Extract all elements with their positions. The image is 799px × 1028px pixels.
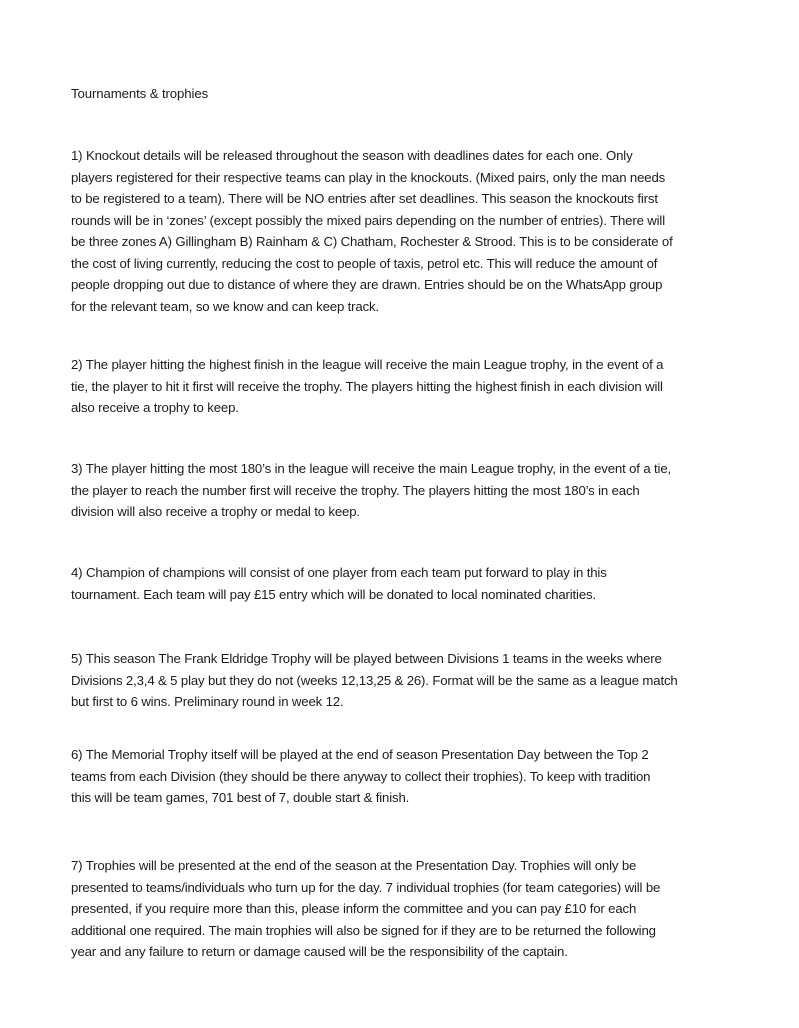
text-line: 2) The player hitting the highest finish in the league will receive the main League trophy, in the event of a	[71, 357, 664, 372]
text-line: tie, the player to hit it first will receive the trophy. The players hitting the highest finish in each division will	[71, 378, 663, 394]
text-line: presented to teams/individuals who turn up for the day. 7 individual trophies (for team categories) will be	[71, 879, 661, 895]
page-title: Tournaments & trophies	[71, 86, 209, 101]
text-line: presented, if you require more than this, please inform the committee and you can pay £10 for each	[71, 901, 637, 916]
text-line: the cost of living currently, reducing the cost to people of taxis, petrol etc. This will reduce the amount of	[71, 255, 658, 271]
text-line: year and any failure to return or damage caused will be the responsibility of the captain.	[71, 944, 568, 959]
text-line: the player to reach the number first will receive the trophy. The players hitting the most 180’s in each	[71, 482, 640, 498]
text-line: 7) Trophies will be presented at the end of the season at the Presentation Day. Trophies will only be	[71, 858, 637, 873]
paragraph-trophy-presentation	[71, 855, 731, 963]
text-line: rounds will be in ‘zones’ (except possibly the mixed pairs depending on the number of entries). There will	[71, 212, 665, 228]
text-line: Divisions 2,3,4 & 5 play but they do not (weeks 12,13,25 & 26). Format will be the same as a league match	[71, 672, 678, 688]
text-line: but first to 6 wins. Preliminary round in week 12.	[71, 694, 344, 709]
paragraph-champion-of-champions	[71, 562, 731, 605]
paragraph-highest-finish	[71, 354, 731, 419]
text-line: people dropping out due to distance of where they are drawn. Entries should be on the WhatsApp group	[71, 277, 663, 292]
text-line: 1) Knockout details will be released throughout the season with deadlines dates for each one. Only	[71, 148, 633, 163]
paragraph-memorial-trophy	[71, 744, 731, 809]
text-line: this will be team games, 701 best of 7, double start & finish.	[71, 790, 410, 805]
paragraph-most-180s	[71, 458, 731, 523]
text-line: for the relevant team, so we know and can keep track.	[71, 298, 379, 314]
paragraph-knockouts	[71, 145, 731, 317]
text-line: 5) This season The Frank Eldridge Trophy will be played between Divisions 1 teams in the weeks where	[71, 651, 662, 666]
text-line: tournament. Each team will pay £15 entry which will be donated to local nominated charities.	[71, 586, 596, 602]
text-line: 3) The player hitting the most 180’s in the league will receive the main League trophy, in the event of a tie,	[71, 461, 672, 476]
paragraph-frank-eldridge-trophy	[71, 648, 731, 713]
text-line: additional one required. The main trophies will also be signed for if they are to be returned the following	[71, 922, 656, 938]
text-line: be three zones A) Gillingham B) Rainham & C) Chatham, Rochester & Strood. This is to be considerate of	[71, 234, 673, 249]
text-line: to be registered to a team). There will be NO entries after set deadlines. This season the knockouts first	[71, 191, 658, 206]
text-line: also receive a trophy to keep.	[71, 400, 239, 415]
text-line: 4) Champion of champions will consist of one player from each team put forward to play in this	[71, 565, 607, 580]
text-line: teams from each Division (they should be there anyway to collect their trophies). To keep with tradition	[71, 768, 651, 784]
text-line: division will also receive a trophy or medal to keep.	[71, 504, 360, 519]
text-line: 6) The Memorial Trophy itself will be played at the end of season Presentation Day between the Top 2	[71, 747, 649, 762]
text-line: players registered for their respective teams can play in the knockouts. (Mixed pairs, only the man needs	[71, 169, 666, 185]
